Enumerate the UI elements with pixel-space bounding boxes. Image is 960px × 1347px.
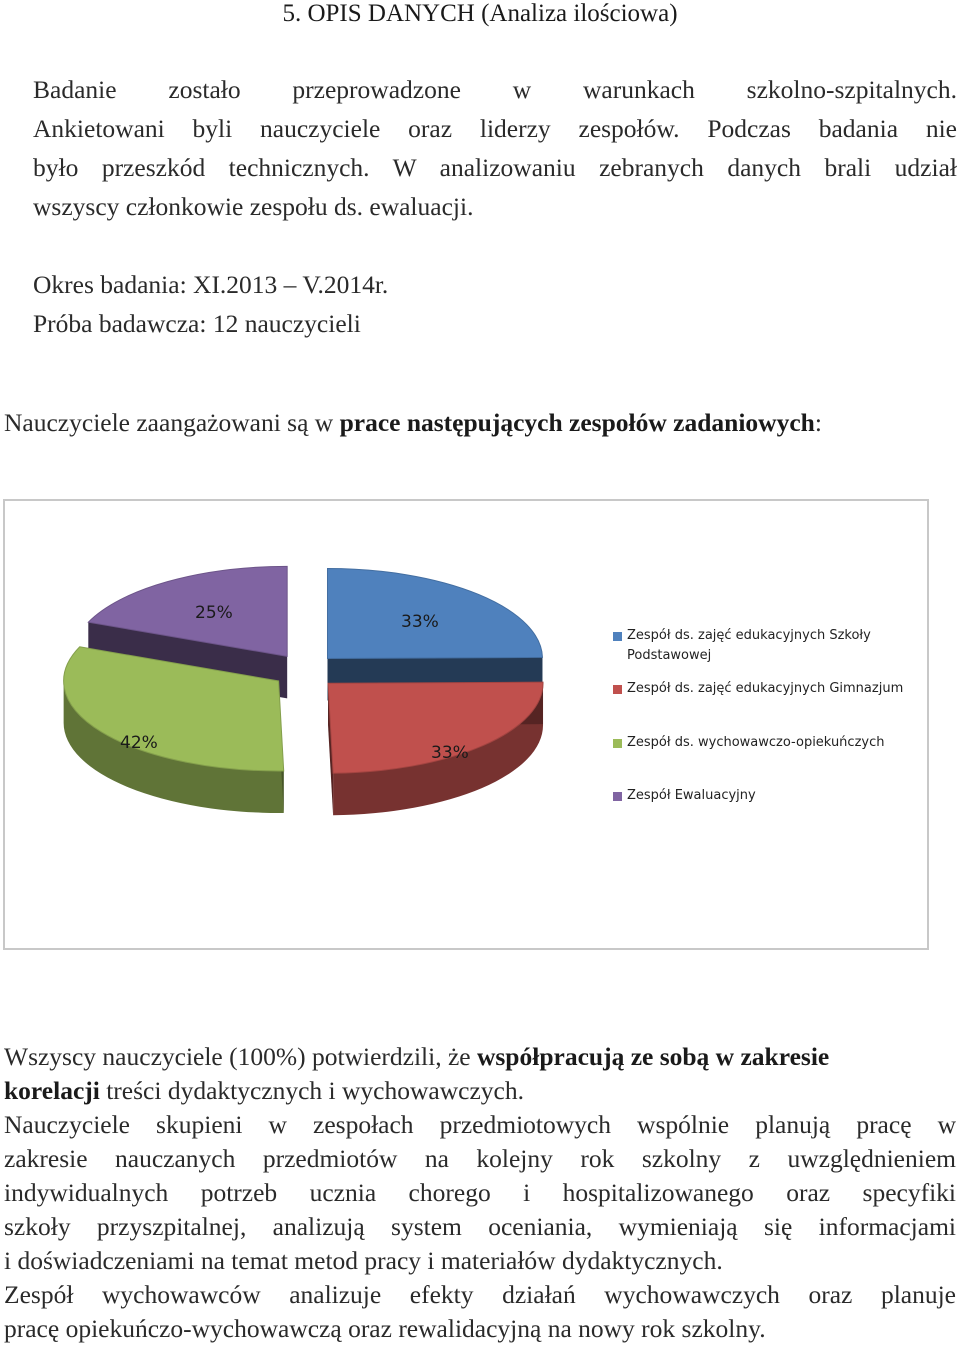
pie-chart xyxy=(3,499,929,950)
legend-swatch-red xyxy=(613,685,622,694)
section-heading: 5. OPIS DANYCH (Analiza ilościowa) xyxy=(282,0,678,27)
lead-plain: Nauczyciele zaangażowani są w xyxy=(4,408,340,437)
intro-line-2: Ankietowani byli nauczyciele oraz liderzy zespołów. Podczas badania nie xyxy=(33,114,957,143)
body-p2-line4: szkoły przyszpitalnej, analizują system oceniania, wymieniają się informacjami xyxy=(4,1212,956,1241)
legend-label: Zespół ds. wychowawczo-opiekuńczych xyxy=(627,735,885,750)
study-sample: Próba badawcza: 12 nauczycieli xyxy=(33,309,361,338)
pie-slice-szkola-podstawowa xyxy=(327,568,542,700)
body-p2-line2: zakresie nauczanych przedmiotów na kolejny rok szkolny z uwzględnieniem xyxy=(4,1144,956,1173)
intro-line-3: było przeszkód technicznych. W analizowaniu zebranych danych brali udział xyxy=(33,153,957,182)
pie-label-wychowawczo-opiekunczy: 42% xyxy=(120,733,158,753)
study-meta xyxy=(33,265,388,343)
body-p1-line2 xyxy=(4,1074,956,1108)
pie-label-szkola-podstawowa: 33% xyxy=(401,612,439,632)
body-p1-bold2: korelacji xyxy=(4,1076,100,1105)
body-p2-line1: Nauczyciele skupieni w zespołach przedmiotowych wspólnie planują pracę w xyxy=(4,1110,956,1139)
body-p1-a: Wszyscy nauczyciele (100%) potwierdzili, że xyxy=(4,1042,477,1071)
legend-swatch-green xyxy=(613,739,622,748)
lead-bold: prace następujących zespołów zadaniowych xyxy=(339,408,815,437)
intro-line-4: wszyscy członkowie zespołu ds. ewaluacji. xyxy=(33,192,474,221)
legend-label-cont: Podstawowej xyxy=(627,648,712,663)
body-p2-line3: indywidualnych potrzeb ucznia chorego i hospitalizowanego oraz specyfiki xyxy=(4,1178,956,1207)
body-p2-line5: i doświadczeniami na temat metod pracy i materiałów dydaktycznych. xyxy=(4,1246,723,1275)
intro-paragraph xyxy=(33,70,957,226)
body-p3-line1: Zespół wychowawców analizuje efekty działań wychowawczych oraz planuje xyxy=(4,1280,956,1309)
legend-label: Zespół ds. zajęć edukacyjnych Gimnazjum xyxy=(627,681,904,696)
body-p3-line2: pracę opiekuńczo-wychowawczą oraz rewalidacyjną na nowy rok szkolny. xyxy=(4,1314,766,1343)
legend-item-wychowawczo-opiekunczy xyxy=(613,733,913,753)
legend-item-gimnazjum xyxy=(613,679,913,699)
legend-item-szkola-podstawowa xyxy=(613,626,913,666)
legend-swatch-purple xyxy=(613,792,622,801)
body-p1-d: treści dydaktycznych i wychowawczych. xyxy=(99,1076,524,1105)
body-p1-line1 xyxy=(4,1040,956,1074)
lead-tail: : xyxy=(814,408,822,437)
legend-swatch-blue xyxy=(613,632,622,641)
intro-line-1: Badanie zostało przeprowadzone w warunkach szkolno-szpitalnych. xyxy=(33,75,957,104)
pie-label-gimnazjum: 33% xyxy=(431,743,469,763)
chart-lead-text xyxy=(4,403,822,442)
pie-label-zespol-ewaluacyjny: 25% xyxy=(195,603,233,623)
legend-label: Zespół Ewaluacyjny xyxy=(627,788,756,803)
legend-item-ewaluacyjny xyxy=(613,786,913,806)
chart-legend xyxy=(613,626,913,806)
conclusions-text xyxy=(4,1040,956,1346)
body-p1-bold: współpracują ze sobą w zakresie xyxy=(476,1042,830,1071)
legend-label: Zespół ds. zajęć edukacyjnych Szkoły xyxy=(627,628,871,643)
study-period: Okres badania: XI.2013 – V.2014r. xyxy=(33,270,389,299)
